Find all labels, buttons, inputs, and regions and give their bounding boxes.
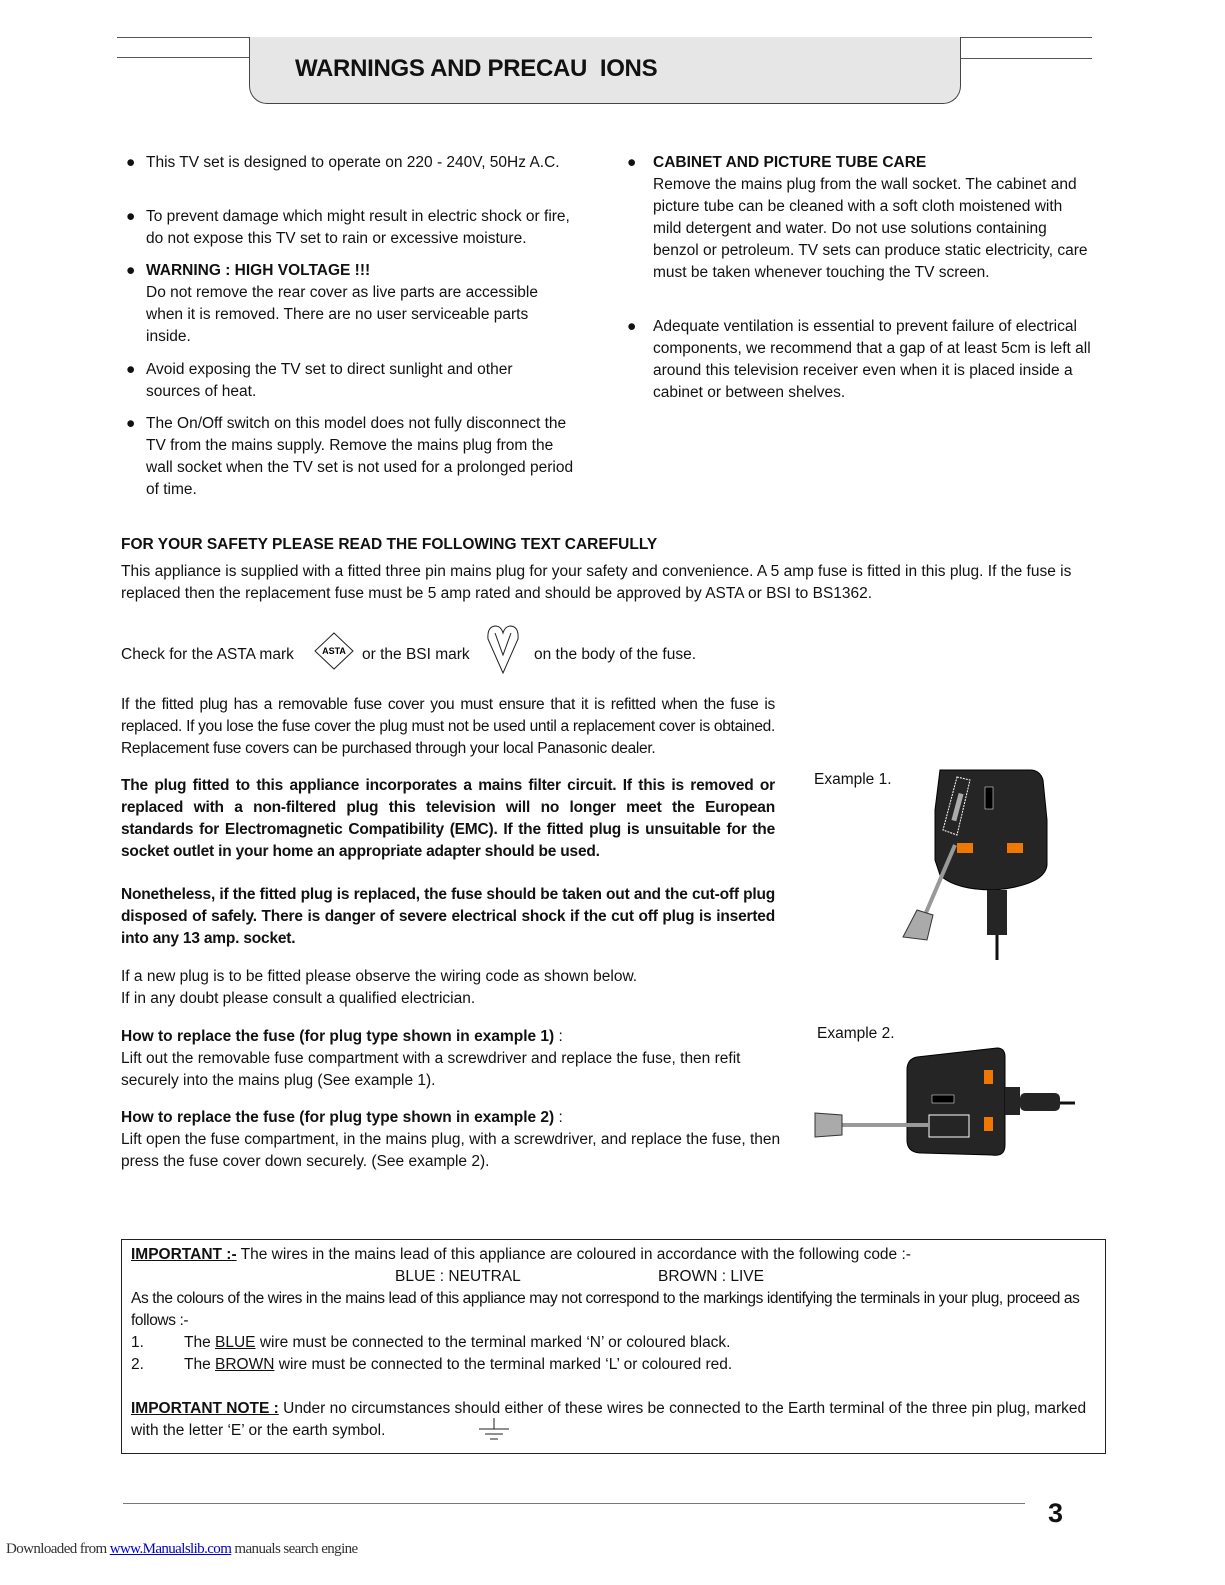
safety-intro: This appliance is supplied with a fitted three pin mains plug for your safety and convenience. A 5 amp fuse is fitted in this plug. If the fuse is replaced then the replacement fuse must be 5 amp rated and should be approved by ASTA or BSI to BS1362.: [121, 563, 1072, 602]
asta-mark-icon: [313, 631, 355, 671]
header-tab: [249, 37, 961, 104]
how2-heading: How to replace the fuse (for plug type shown in example 2): [121, 1109, 555, 1126]
bullet-text: To prevent damage which might result in electric shock or fire, do not expose this TV set to rain or excessive moisture.: [146, 208, 570, 247]
colon: :: [554, 1028, 563, 1045]
check-bsi-text: or the BSI mark: [362, 646, 470, 663]
footer-rule: [123, 1503, 1025, 1504]
download-footer: [6, 1541, 358, 1558]
how2-block: [121, 1107, 781, 1173]
item-text: The: [184, 1356, 216, 1373]
wire-colour: BLUE: [215, 1334, 256, 1351]
colon: :: [554, 1109, 563, 1126]
example1-label: Example 1.: [814, 771, 892, 788]
blue-code: BLUE : NEUTRAL: [395, 1268, 521, 1285]
brown-code: BROWN : LIVE: [658, 1268, 764, 1285]
important-label: IMPORTANT :-: [131, 1246, 237, 1263]
page-number: 3: [1048, 1498, 1064, 1528]
bullet-item: ● The On/Off switch on this model does not fully disconnect the TV from the mains supply. Remove the mains plug from the wall socket when the TV set is not used for a prolonged period of time.: [126, 415, 574, 498]
bullet-text: This TV set is designed to operate on 220 - 240V, 50Hz A.C.: [146, 154, 560, 171]
list-item: [131, 1332, 731, 1354]
item-text: wire must be connected to the terminal marked ‘L’ or coloured red.: [274, 1356, 733, 1373]
important-intro: [131, 1244, 1096, 1266]
bullet-text: The On/Off switch on this model does not fully disconnect the TV from the mains supply. Remove the mains plug from the wall socket when the TV set is not used for a prolonged period of time.: [146, 415, 574, 498]
bullet-item: ● CABINET AND PICTURE TUBE CARE Remove the mains plug from the wall socket. The cabinet and picture tube can be cleaned with a soft cloth moistened with mild detergent and water. Do not use solutions containing benzol or petroleum. TV sets can produce static electricity, care must be taken whenever touching the TV screen.: [653, 152, 1093, 284]
plug-example2-illustration: [812, 1045, 1077, 1160]
note-label: IMPORTANT NOTE :: [131, 1400, 279, 1417]
fuse-cover-para: If the fitted plug has a removable fuse cover you must ensure that it is refitted when the fuse is replaced. If you lose the fuse cover the plug must not be used until a replacement cover is obtained. Replacement fuse covers can be purchased through your local Panasonic dealer.: [121, 696, 775, 757]
bullet-text: Avoid exposing the TV set to direct sunlight and other sources of heat.: [146, 361, 513, 400]
bullet-heading: WARNING : HIGH VOLTAGE !!!: [146, 262, 371, 279]
page-title: WARNINGS AND PRECAU IONS: [295, 55, 658, 82]
earth-symbol-icon: [477, 1418, 511, 1442]
item-text: The: [184, 1334, 216, 1351]
plug-example1-illustration: [895, 765, 1055, 965]
important-text: The wires in the mains lead of this appliance are coloured in accordance with the following code :-: [236, 1246, 911, 1263]
footer-text: Downloaded from: [6, 1541, 110, 1557]
bullet-item: ● WARNING : HIGH VOLTAGE !!! Do not remove the rear cover as live parts are accessible when it is removed. There are no user serviceable parts inside.: [146, 260, 571, 348]
header-rule-right: [960, 58, 1092, 59]
bullet-item: ● To prevent damage which might result in electric shock or fire, do not expose this TV set to rain or excessive moisture.: [126, 208, 570, 247]
important-box: [121, 1239, 1106, 1454]
bullet-item: ● Avoid exposing the TV set to direct sunlight and other sources of heat.: [126, 361, 513, 400]
how2-text: Lift open the fuse compartment, in the mains plug, with a screwdriver, and replace the fuse, then press the fuse cover down securely. (See example 2).: [121, 1131, 781, 1170]
example2-label: Example 2.: [817, 1025, 895, 1042]
manualslib-link[interactable]: www.Manualslib.com: [109, 1541, 232, 1557]
bullet-text: Do not remove the rear cover as live parts are accessible when it is removed. There are no user serviceable parts inside.: [146, 284, 538, 345]
svg-text:ASTA: ASTA: [322, 646, 346, 656]
bullet-item: ● Adequate ventilation is essential to prevent failure of electrical components, we recommend that a gap of at least 5cm is left all around this television receiver even when it is placed inside a cabinet or between shelves.: [627, 318, 1091, 401]
how1-text: Lift out the removable fuse compartment with a screwdriver and replace the fuse, then refit securely into the mains plug (See example 1).: [121, 1050, 741, 1089]
how1-block: [121, 1026, 786, 1092]
new-plug-line-1: If a new plug is to be fitted please observe the wiring code as shown below.: [121, 968, 638, 985]
item-number: 2.: [131, 1356, 144, 1373]
bullet-text: Remove the mains plug from the wall socket. The cabinet and picture tube can be cleaned with a soft cloth moistened with mild detergent and water. Do not use solutions containing benzol or petroleum. TV sets can produce static electricity, care must be taken whenever touching the TV screen.: [653, 176, 1088, 281]
how1-heading: How to replace the fuse (for plug type shown in example 1): [121, 1028, 555, 1045]
important-note: [131, 1398, 1096, 1442]
item-number: 1.: [131, 1334, 144, 1351]
filter-para: The plug fitted to this appliance incorporates a mains filter circuit. If this is removed or replaced with a non-filtered plug this television will no longer meet the European standards for Electromagnetic Compatibility (EMC). If the fitted plug is unsuitable for the socket outlet in your home an appropriate adapter should be used.: [121, 777, 775, 860]
colours-para: As the colours of the wires in the mains lead of this appliance may not correspond to the markings identifying the terminals in your plug, proceed as follows :-: [131, 1290, 1080, 1329]
bullet-item: ● This TV set is designed to operate on 220 - 240V, 50Hz A.C.: [126, 154, 560, 171]
bullet-text: Adequate ventilation is essential to prevent failure of electrical components, we recommend that a gap of at least 5cm is left all around this television receiver even when it is placed inside a cabinet or between shelves.: [653, 318, 1091, 401]
new-plug-line-2: If in any doubt please consult a qualified electrician.: [121, 990, 476, 1007]
note-text: Under no circumstances should either of these wires be connected to the Earth terminal of the three pin plug, marked with the letter ‘E’ or the earth symbol.: [131, 1400, 1087, 1439]
bsi-kitemark-icon: [485, 623, 521, 675]
footer-text: manuals search engine: [231, 1541, 358, 1557]
header-rule-left: [117, 57, 249, 58]
list-item: [131, 1354, 733, 1376]
check-asta-text: Check for the ASTA mark: [121, 646, 294, 663]
bullet-heading: CABINET AND PICTURE TUBE CARE: [653, 154, 927, 171]
wire-colour: BROWN: [215, 1356, 275, 1373]
item-text: wire must be connected to the terminal marked ‘N’ or coloured black.: [255, 1334, 731, 1351]
safety-heading: FOR YOUR SAFETY PLEASE READ THE FOLLOWING TEXT CAREFULLY: [121, 536, 658, 553]
check-body-text: on the body of the fuse.: [534, 646, 697, 663]
nonetheless-para: Nonetheless, if the fitted plug is replaced, the fuse should be taken out and the cut-off plug disposed of safely. There is danger of severe electrical shock if the cut off plug is inserted into any 13 amp. socket.: [121, 886, 775, 947]
